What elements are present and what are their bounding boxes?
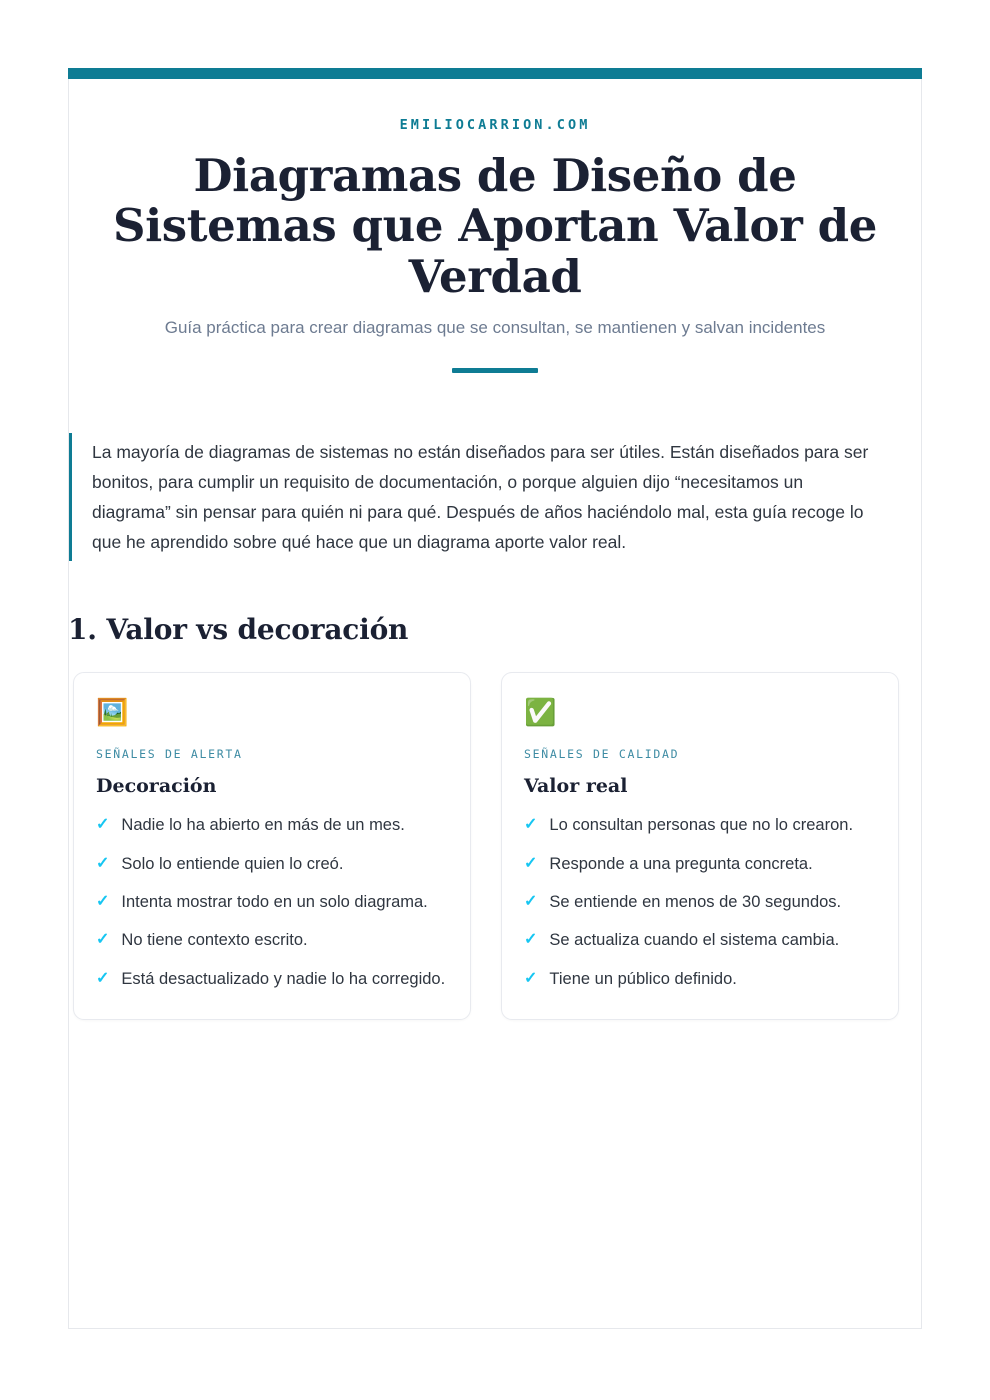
bottom-spacer bbox=[69, 1020, 921, 1226]
list-item bbox=[96, 852, 446, 876]
list-item-text: Se actualiza cuando el sistema cambia. bbox=[549, 931, 840, 950]
page-title: Diagramas de Diseño de Sistemas que Aportan Valor de Verdad bbox=[113, 149, 877, 303]
section-heading-1: 1. Valor vs decoración bbox=[68, 613, 409, 647]
list-item-text: Está desactualizado y nadie lo ha corregido. bbox=[121, 969, 446, 988]
check-icon: ✓ bbox=[96, 893, 110, 910]
list-item bbox=[524, 928, 874, 952]
card-title-warning: Decoración bbox=[96, 775, 217, 798]
list-item bbox=[524, 967, 874, 991]
list-item bbox=[96, 890, 446, 914]
intro-quote-block bbox=[69, 433, 901, 561]
check-mark-button-icon: ✅ bbox=[524, 697, 557, 728]
list-item bbox=[96, 928, 446, 952]
check-icon: ✓ bbox=[96, 854, 110, 872]
card-warning-signs bbox=[73, 672, 471, 1020]
accent-top-bar bbox=[68, 68, 922, 79]
list-item bbox=[96, 967, 446, 991]
list-item-text: No tiene contexto escrito. bbox=[121, 931, 308, 950]
framed-picture-icon: 🖼️ bbox=[96, 697, 129, 728]
list-item bbox=[524, 852, 874, 876]
check-icon: ✓ bbox=[524, 931, 538, 949]
intro-section bbox=[69, 373, 921, 561]
list-item bbox=[524, 813, 874, 837]
page-subtitle: Guía práctica para crear diagramas que se consultan, se mantienen y salvan incidentes bbox=[164, 318, 826, 338]
list-item bbox=[524, 890, 874, 914]
list-item-text: Intenta mostrar todo en un solo diagrama. bbox=[121, 893, 428, 911]
article-header bbox=[69, 79, 921, 373]
check-icon: ✓ bbox=[96, 816, 110, 834]
card-quality-list bbox=[524, 813, 874, 991]
card-title-quality: Valor real bbox=[524, 775, 628, 798]
list-item bbox=[96, 813, 446, 837]
list-item-text: Se entiende en menos de 30 segundos. bbox=[549, 893, 842, 911]
list-item-text: Solo lo entiende quien lo creó. bbox=[121, 854, 344, 873]
list-item-text: Tiene un público definido. bbox=[549, 969, 737, 988]
card-label-quality: SEÑALES DE CALIDAD bbox=[524, 747, 680, 762]
article-container bbox=[68, 68, 922, 1329]
check-icon: ✓ bbox=[524, 854, 538, 872]
card-quality-signs bbox=[501, 672, 899, 1020]
check-icon: ✓ bbox=[524, 893, 538, 910]
list-item-text: Nadie lo ha abierto en más de un mes. bbox=[121, 816, 405, 835]
card-label-warning: SEÑALES DE ALERTA bbox=[96, 747, 243, 762]
site-name: EMILIOCARRION.COM bbox=[399, 117, 591, 133]
check-icon: ✓ bbox=[524, 816, 538, 834]
card-warning-list bbox=[96, 813, 446, 991]
list-item-text: Lo consultan personas que no lo crearon. bbox=[549, 816, 854, 835]
check-icon: ✓ bbox=[524, 969, 538, 987]
list-item-text: Responde a una pregunta concreta. bbox=[549, 854, 813, 873]
check-icon: ✓ bbox=[96, 931, 110, 949]
check-icon: ✓ bbox=[96, 969, 110, 987]
intro-paragraph: La mayoría de diagramas de sistemas no están diseñados para ser útiles. Están diseñados para ser bonitos, para cumplir un requisito de documentación, o porque alguien dijo “necesitamos un diagrama” sin pensar para quién ni para qué. Después de años haciéndolo mal, esta guía recoge lo que he aprendido sobre qué hace que un diagrama aporte valor real. bbox=[92, 441, 869, 553]
comparison-cards bbox=[69, 646, 921, 1020]
